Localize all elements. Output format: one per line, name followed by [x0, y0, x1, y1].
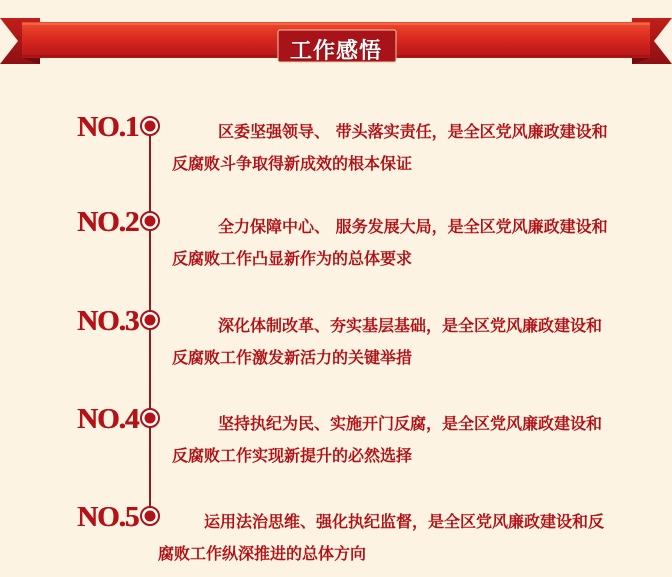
item-number: NO.5: [77, 501, 139, 533]
timeline-dot-icon: [140, 408, 160, 428]
timeline-dot-icon: [140, 211, 160, 231]
page-title: 工作感悟: [289, 38, 382, 64]
item-text: 运用法治思维、强化执纪监督，是全区党风廉政建设和反腐败工作纵深推进的总体方向: [158, 512, 605, 563]
item-number: NO.2: [77, 206, 139, 238]
timeline-dot-icon: [140, 310, 160, 330]
list-item-3: [0, 304, 672, 374]
item-text: 区委坚强领导、 带头落实责任，是全区党风廉政建设和反腐败斗争取得新成效的根本保证: [172, 122, 608, 173]
item-text: 坚持执纪为民、实施开门反腐，是全区党风廉政建设和反腐败工作实现新提升的必然选择: [172, 414, 603, 465]
list-item-4: [0, 402, 672, 472]
item-text: 全力保障中心、 服务发展大局，是全区党风廉政建设和反腐败工作凸显新作为的总体要求: [172, 217, 608, 268]
item-text: 深化体制改革、夯实基层基础，是全区党风廉政建设和反腐败工作激发新活力的关键举措: [172, 316, 603, 367]
item-number: NO.4: [77, 403, 139, 435]
item-number: NO.3: [77, 305, 139, 337]
list-item-2: [0, 205, 672, 275]
timeline-dot-icon: [140, 116, 160, 136]
list-item-1: [0, 110, 672, 180]
timeline-dot-icon: [140, 506, 160, 526]
list-item-5: [0, 500, 672, 570]
item-number: NO.1: [77, 111, 139, 143]
